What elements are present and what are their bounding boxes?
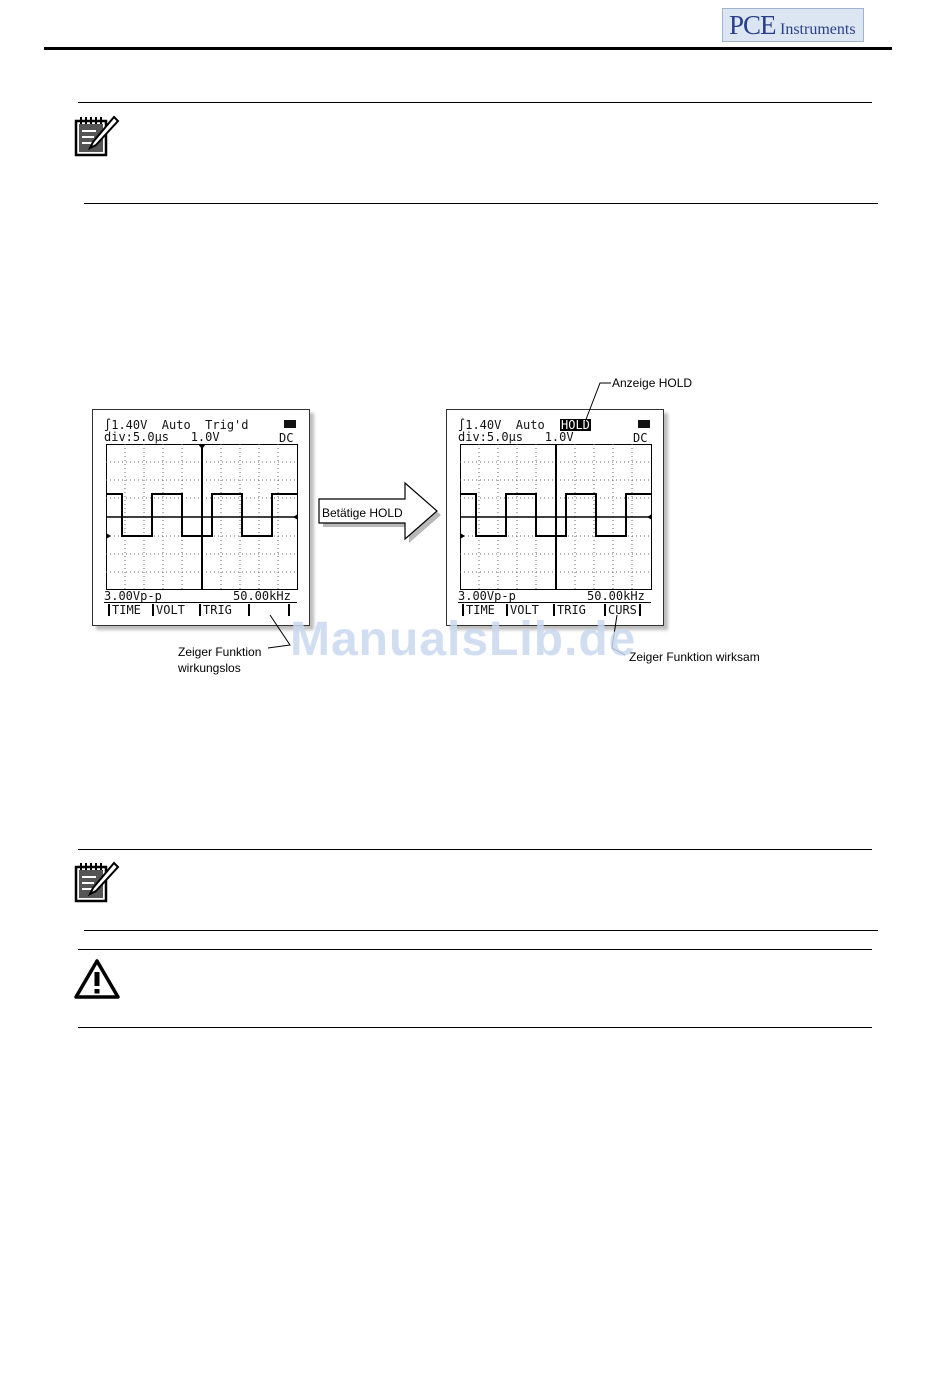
scope-timebase-line: div:5.0µs 1.0V bbox=[104, 430, 220, 444]
note2-bottom-rule bbox=[84, 930, 878, 931]
softkey-trig[interactable]: TRIG bbox=[199, 604, 232, 616]
coupling-label: DC bbox=[279, 431, 294, 445]
softkey-time[interactable]: TIME bbox=[462, 604, 495, 616]
frequency-readout: 50.00kHz bbox=[233, 589, 291, 603]
hold-indicator-callout: Anzeige HOLD bbox=[612, 376, 693, 390]
amplitude-readout: 3.00Vp-p bbox=[458, 589, 516, 603]
softkey-volt[interactable]: VOLT bbox=[506, 604, 539, 616]
watermark: ManualsLib.de bbox=[290, 613, 637, 666]
cursor-active-callout: Zeiger Funktion wirksam bbox=[629, 650, 760, 664]
logo-instruments: Instruments bbox=[780, 21, 856, 38]
softkey-time[interactable]: TIME bbox=[108, 604, 141, 616]
coupling-label: DC bbox=[633, 431, 648, 445]
note-icon bbox=[74, 859, 120, 903]
scope-status-line: ∫1.40V Auto bbox=[458, 418, 545, 432]
scope-timebase-line: div:5.0µs 1.0V bbox=[458, 430, 574, 444]
amplitude-readout: 3.00Vp-p bbox=[104, 589, 162, 603]
logo-pce: PCE bbox=[729, 10, 776, 40]
scope-status-line: ∫1.40V Auto Trig'd bbox=[104, 418, 249, 432]
note2-top-rule bbox=[78, 849, 872, 850]
warning-top-rule bbox=[78, 949, 872, 950]
softkey-curs[interactable]: CURS bbox=[604, 604, 641, 616]
press-hold-label: Betätige HOLD bbox=[322, 506, 403, 520]
cursor-inactive-callout: Zeiger Funktion wirkungslos bbox=[178, 645, 262, 675]
softkey-volt[interactable]: VOLT bbox=[152, 604, 185, 616]
warning-bottom-rule bbox=[78, 1027, 872, 1028]
softkey-trig[interactable]: TRIG bbox=[553, 604, 586, 616]
warning-icon bbox=[74, 958, 120, 1000]
hold-indicator: HOLD bbox=[561, 418, 590, 432]
frequency-readout: 50.00kHz bbox=[587, 589, 645, 603]
